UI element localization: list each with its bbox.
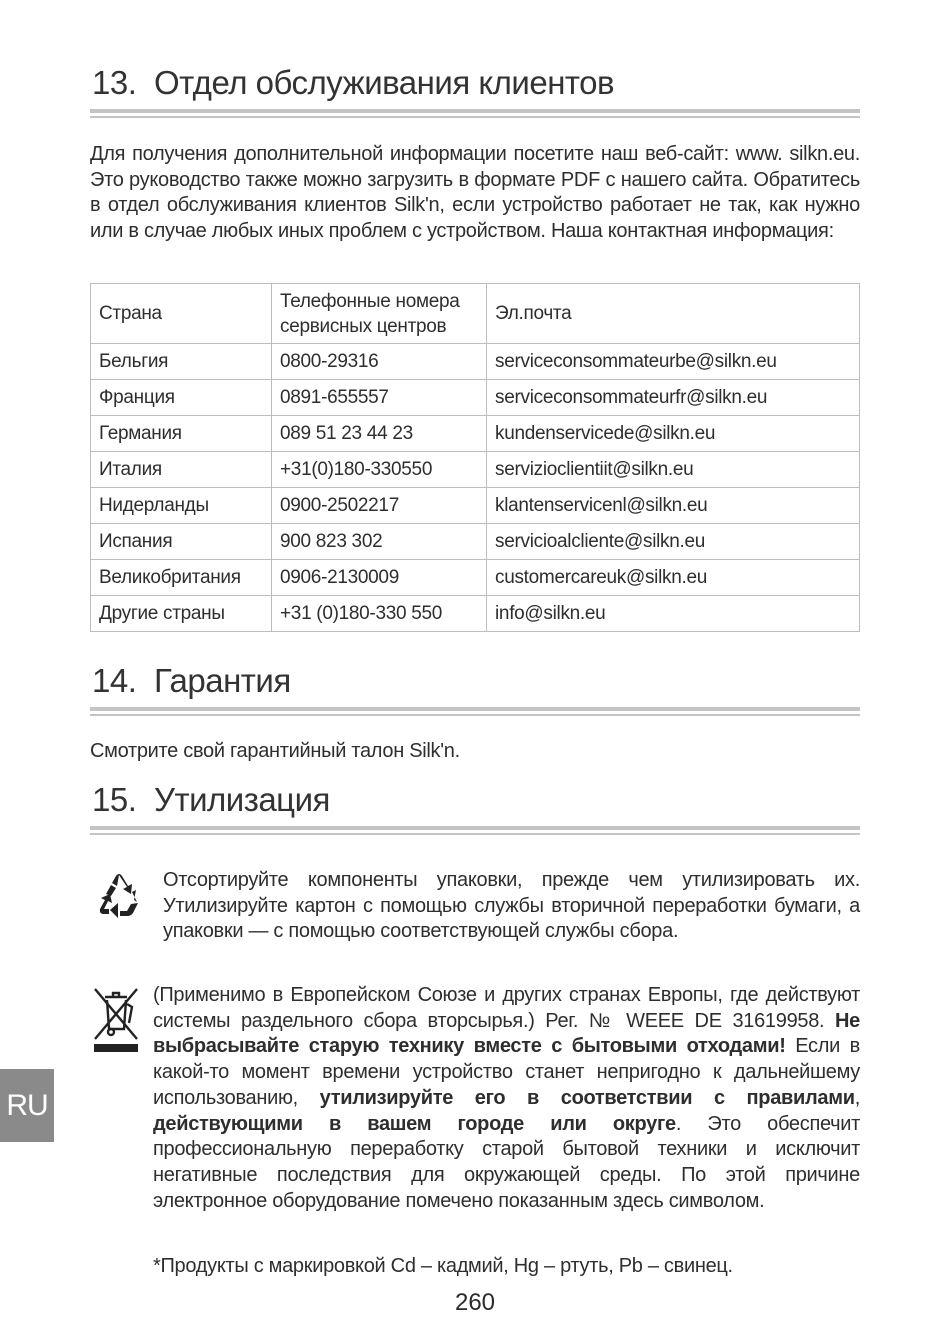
table-row bbox=[91, 452, 860, 488]
email-cell: servicioalcliente@silkn.eu bbox=[487, 524, 860, 560]
section-14-title: Гарантия bbox=[154, 662, 291, 699]
table-row bbox=[91, 344, 860, 380]
weee-text-3: . Это обеспечит профессиональную переработку старой бытовой техники и исключит негативные последствия для окружающей среды. По этой причине электронное оборудование помечено показанным здесь символом. bbox=[153, 1112, 860, 1212]
page-number: 260 bbox=[454, 1289, 496, 1316]
section-14-rule bbox=[90, 707, 860, 716]
section-13-title: Отдел обслуживания клиентов bbox=[154, 64, 615, 101]
contacts-table-header bbox=[91, 284, 860, 344]
warranty-text: Смотрите свой гарантийный талон Silk'n. bbox=[90, 740, 460, 762]
email-cell: servizioclientiit@silkn.eu bbox=[487, 452, 860, 488]
section-13-heading bbox=[92, 64, 860, 102]
country-cell: Нидерланды bbox=[91, 488, 272, 524]
email-cell: klantenservicenl@silkn.eu bbox=[487, 488, 860, 524]
section-13-rule bbox=[90, 109, 860, 118]
weee-dispose-bold-b: действующими в вашем городе или округе bbox=[153, 1112, 676, 1135]
section-15-heading bbox=[92, 781, 860, 819]
email-cell: customercareuk@silkn.eu bbox=[487, 560, 860, 596]
email-cell: serviceconsommateurfr@silkn.eu bbox=[487, 380, 860, 416]
table-row bbox=[91, 560, 860, 596]
table-row bbox=[91, 596, 860, 632]
weee-paragraph bbox=[153, 983, 860, 1214]
language-tab: RU bbox=[0, 1069, 54, 1142]
weee-warning-bold: Не выбрасывайте старую технику вместе с бытовыми отходами! bbox=[153, 1009, 860, 1058]
section-13-number: 13. bbox=[92, 64, 137, 101]
weee-text-2: Если в какой-то момент времени устройство станет непригодно к дальнейшему использованию, bbox=[153, 1035, 860, 1109]
header-email: Эл.почта bbox=[487, 284, 860, 344]
table-row bbox=[91, 524, 860, 560]
country-cell: Италия bbox=[91, 452, 272, 488]
section-15-rule bbox=[90, 826, 860, 835]
phone-cell: 0800-29316 bbox=[272, 344, 487, 380]
section-14-heading bbox=[92, 662, 860, 700]
country-cell: Испания bbox=[91, 524, 272, 560]
table-row bbox=[91, 416, 860, 452]
phone-cell: 089 51 23 44 23 bbox=[272, 416, 487, 452]
weee-comma: , bbox=[854, 1086, 860, 1109]
weee-text-1: (Применимо в Европейском Союзе и других странах Европы, где действуют системы раздельного сбора вторсырья.) Рег. № WEEE DE 31619958. bbox=[153, 984, 860, 1032]
phone-cell: 900 823 302 bbox=[272, 524, 487, 560]
phone-cell: 0891-655557 bbox=[272, 380, 487, 416]
email-cell: kundenservicede@silkn.eu bbox=[487, 416, 860, 452]
country-cell: Франция bbox=[91, 380, 272, 416]
recycle-text: Отсортируйте компоненты упаковки, прежде чем утилизировать их. Утилизируйте картон с помощью службы вторичной переработки бумаги, а упаковки — с помощью соответствующей службы сбора. bbox=[163, 869, 860, 943]
country-cell: Другие страны bbox=[91, 596, 272, 632]
country-cell: Бельгия bbox=[91, 344, 272, 380]
phone-cell: +31 (0)180-330 550 bbox=[272, 596, 487, 632]
section-15-title: Утилизация bbox=[154, 781, 330, 818]
table-row bbox=[91, 380, 860, 416]
country-cell: Германия bbox=[91, 416, 272, 452]
email-cell: serviceconsommateurbe@silkn.eu bbox=[487, 344, 860, 380]
section-14-number: 14. bbox=[92, 662, 137, 699]
crossed-out-wheelie-bin-icon bbox=[91, 983, 141, 1055]
header-phone: Телефонные номера сервисных центров bbox=[272, 284, 487, 344]
footnote: *Продукты с маркировкой Cd – кадмий, Hg – ртуть, Pb – свинец. bbox=[153, 1255, 733, 1277]
weee-dispose-bold-a: утилизируйте его в соответствии с правилами bbox=[319, 1086, 855, 1109]
header-country: Страна bbox=[91, 284, 272, 344]
email-cell: info@silkn.eu bbox=[487, 596, 860, 632]
phone-cell: 0900-2502217 bbox=[272, 488, 487, 524]
recycle-icon bbox=[96, 872, 142, 918]
section-15-number: 15. bbox=[92, 781, 137, 818]
country-cell: Великобритания bbox=[91, 560, 272, 596]
section-13-intro: Для получения дополнительной информации посетите наш веб-сайт: www. silkn.eu. Это руководство также можно загрузить в формате PDF с нашего сайта. Обратитесь в отдел обслуживания клиентов Silk'n, если устройство работает не так, как нужно или в случае любых иных проблем с устройством. Наша контактная информация: bbox=[90, 143, 860, 243]
phone-cell: +31(0)180-330550 bbox=[272, 452, 487, 488]
table-row bbox=[91, 488, 860, 524]
contacts-table bbox=[90, 283, 860, 632]
phone-cell: 0906-2130009 bbox=[272, 560, 487, 596]
